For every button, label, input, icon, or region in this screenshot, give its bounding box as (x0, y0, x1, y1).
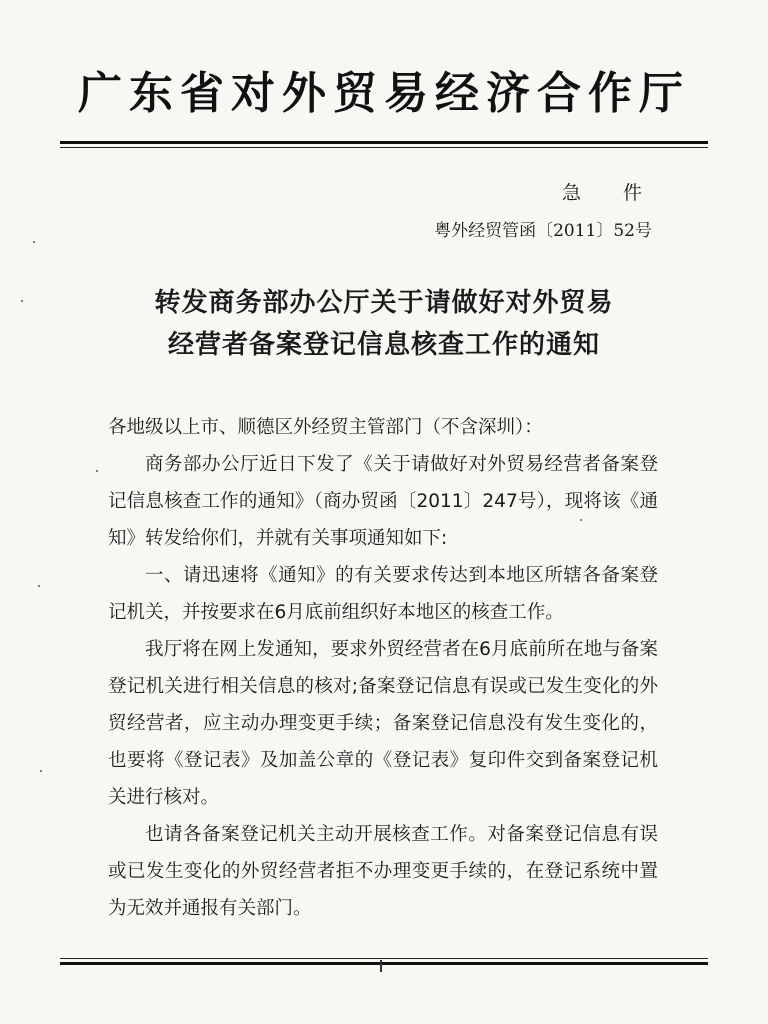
scan-speck (580, 519, 582, 521)
title-line-1: 转发商务部办公厅关于请做好对外贸易 (154, 288, 614, 318)
scan-speck (38, 585, 40, 587)
footer-rule-thick (60, 962, 708, 965)
salutation: 各地级以上市、顺德区外经贸主管部门（不含深圳）： (108, 417, 543, 438)
document-number: 粤外经贸管函〔2011〕52号 (434, 221, 652, 241)
footer-rule-thin (60, 958, 708, 959)
body-paragraph: 商务部办公厅近日下发了《关于请做好对外贸易经营者备案登记信息核查工作的通知》（商办贸函〔2011〕247号），现将该《通知》转发给你们，并就有关事项通知如下: (108, 454, 658, 549)
body-paragraph: 我厅将在网上发通知，要求外贸经营者在6月底前所在地与备案登记机关进行相关信息的核对;备案登记信息有误或已发生变化的外贸经营者，应主动办理变更手续；备案登记信息没有发生变化的，也要将《登记表》及加盖公章的《登记表》复印件交到备案登记机关进行核对。 (108, 639, 658, 808)
body-paragraph: 一、请迅速将《通知》的有关要求传达到本地区所辖各备案登记机关，并按要求在6月底前组织好本地区的核查工作。 (108, 565, 658, 623)
scan-speck (21, 300, 23, 302)
scan-speck (40, 770, 42, 772)
masthead-rule-thick (60, 141, 708, 144)
page-tick-mark (380, 960, 382, 972)
title-line-2: 经营者备案登记信息核查工作的通知 (167, 330, 600, 360)
urgency-label: 急 件 (561, 182, 660, 204)
body-paragraph: 也请各备案登记机关主动开展核查工作。对备案登记信息有误或已发生变化的外贸经营者拒不办理变更手续的，在登记系统中置为无效并通报有关部门。 (108, 824, 658, 919)
document-body (108, 409, 658, 927)
masthead-org-name: 广东省对外贸易经济合作厅 (78, 68, 690, 119)
masthead-rule-thin (60, 147, 708, 148)
document-title (60, 282, 708, 366)
scan-speck (33, 241, 35, 243)
scan-speck (96, 470, 98, 472)
